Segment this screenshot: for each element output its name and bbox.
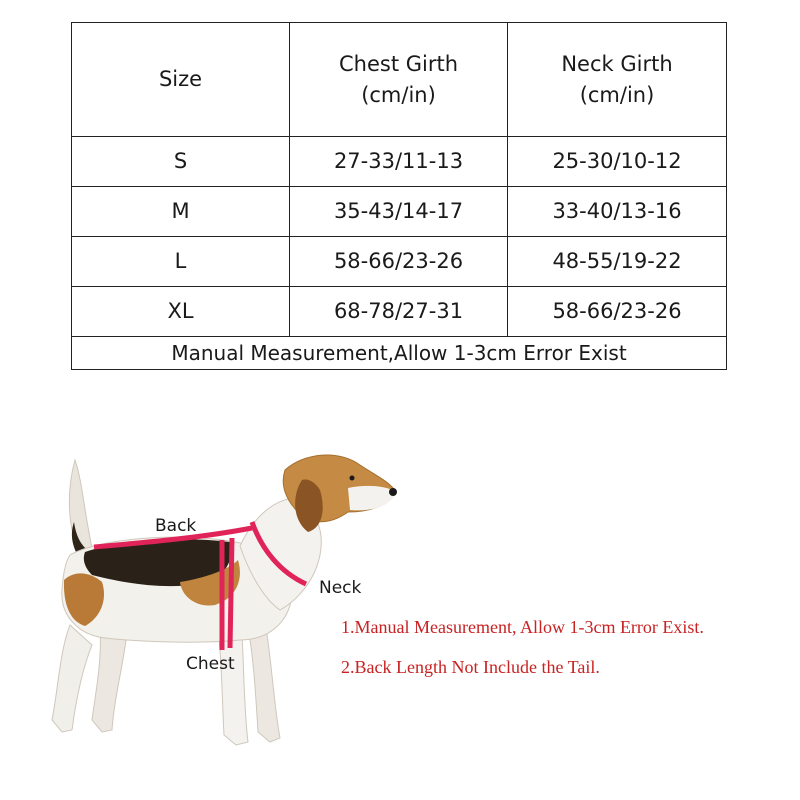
- table-row: [72, 237, 727, 287]
- header-size: Size: [72, 23, 290, 137]
- size-cell: XL: [72, 287, 290, 337]
- table-row: [72, 287, 727, 337]
- size-cell: L: [72, 237, 290, 287]
- size-cell: M: [72, 187, 290, 237]
- label-chest: Chest: [186, 654, 235, 674]
- chest-cell: 35-43/14-17: [290, 187, 508, 237]
- measurement-note: Manual Measurement,Allow 1-3cm Error Exist: [72, 337, 727, 370]
- neck-cell: 33-40/13-16: [508, 187, 727, 237]
- table-row: [72, 137, 727, 187]
- chest-cell: 27-33/11-13: [290, 137, 508, 187]
- label-back: Back: [155, 516, 197, 536]
- chest-cell: 58-66/23-26: [290, 237, 508, 287]
- neck-cell: 58-66/23-26: [508, 287, 727, 337]
- dog-eye: [350, 476, 355, 481]
- neck-cell: 25-30/10-12: [508, 137, 727, 187]
- dog-front-leg-2: [248, 628, 280, 742]
- neck-cell: 48-55/19-22: [508, 237, 727, 287]
- harness-chest-strap-2: [230, 538, 232, 648]
- size-cell: S: [72, 137, 290, 187]
- dog-harness-illustration: [30, 450, 430, 760]
- dog-nose: [389, 488, 397, 496]
- dog-back-leg-2: [92, 630, 126, 732]
- table-note-row: [72, 337, 727, 370]
- dog-back-leg: [52, 625, 92, 732]
- chest-cell: 68-78/27-31: [290, 287, 508, 337]
- header-chest-girth: Chest Girth (cm/in): [290, 23, 508, 137]
- dog-muzzle: [348, 486, 396, 510]
- note-back-length: 2.Back Length Not Include the Tail.: [341, 657, 600, 677]
- header-neck-girth: Neck Girth (cm/in): [508, 23, 727, 137]
- table-row: [72, 187, 727, 237]
- size-chart-table: [71, 22, 727, 370]
- note-manual-measurement: 1.Manual Measurement, Allow 1-3cm Error Exist.: [341, 617, 704, 637]
- table-header-row: [72, 23, 727, 137]
- label-neck: Neck: [319, 578, 362, 598]
